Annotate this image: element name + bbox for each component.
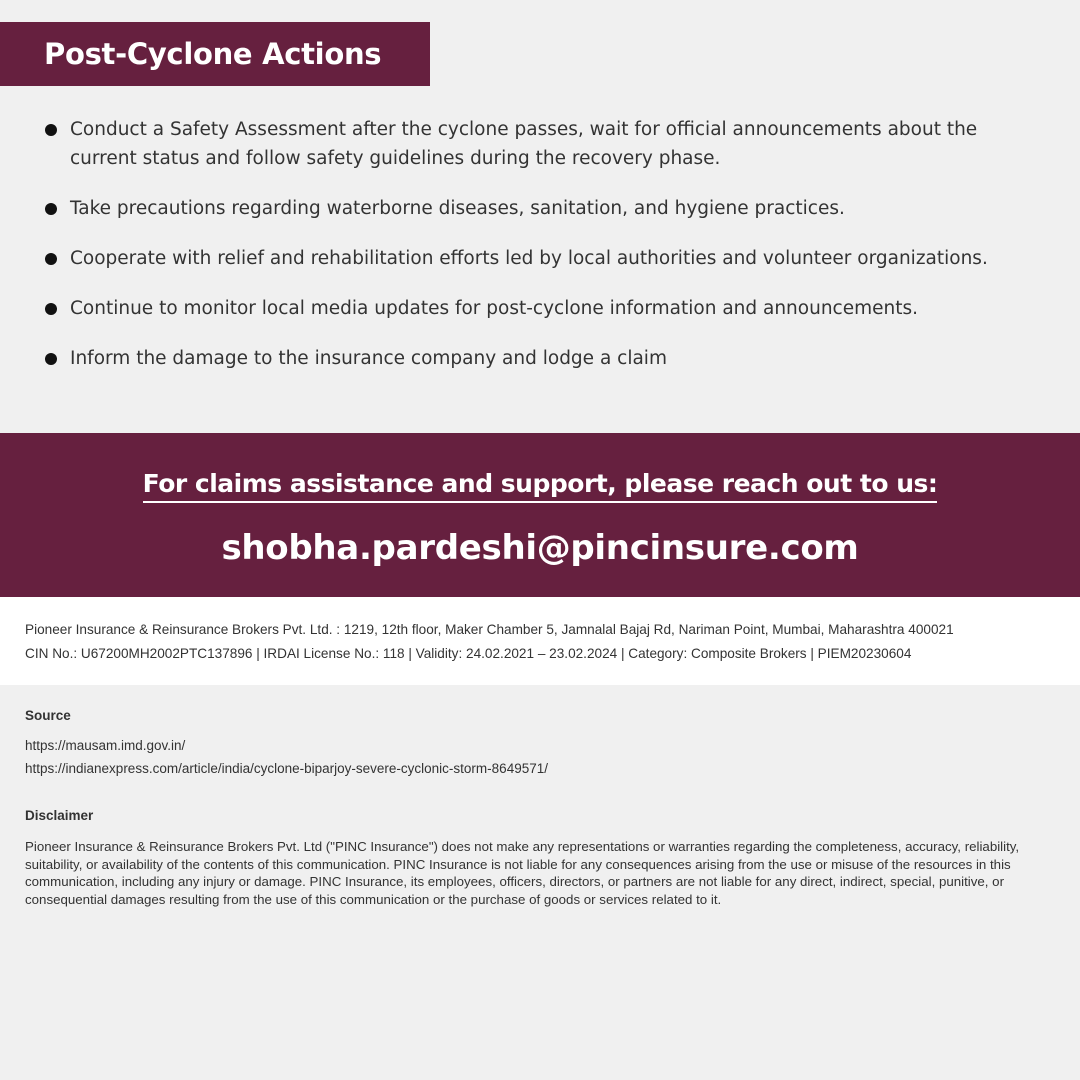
bullet-icon <box>45 303 57 315</box>
header-banner <box>0 22 430 86</box>
action-text: Cooperate with relief and rehabilitation efforts led by local authorities and volunteer organizations. <box>70 247 988 269</box>
disclaimer-label: Disclaimer <box>25 808 94 823</box>
action-text: Inform the damage to the insurance company and lodge a claim <box>70 347 667 369</box>
list-item <box>44 195 1034 224</box>
bullet-icon <box>45 353 57 365</box>
action-text: Take precautions regarding waterborne diseases, sanitation, and hygiene practices. <box>70 197 845 219</box>
page-title: Post-Cyclone Actions <box>44 37 382 71</box>
company-registration: CIN No.: U67200MH2002PTC137896 | IRDAI License No.: 118 | Validity: 24.02.2021 – 23.02.2024 | Category: Composite Brokers | PIEM20230604 <box>25 646 912 661</box>
source-label: Source <box>25 708 71 723</box>
list-item <box>44 295 1034 324</box>
source-link-imd[interactable]: https://mausam.imd.gov.in/ <box>25 738 186 753</box>
list-item <box>44 116 1034 173</box>
list-item <box>44 245 1034 274</box>
disclaimer-text: Pioneer Insurance & Reinsurance Brokers Pvt. Ltd ("PINC Insurance") does not make any representations or warranties regarding the completeness, accuracy, reliability, suitability, or availability of the contents of this communication. PINC Insurance is not liable for any consequences arising from the use or misuse of the resources in this communication, including any injury or damage. PINC Insurance, its employees, officers, directors, or partners are not liable for any direct, indirect, special, punitive, or consequential damages resulting from the use of this communication or the purchase of goods or services related to it. <box>25 839 1020 907</box>
contact-email-link[interactable]: shobha.pardeshi@pincinsure.com <box>221 528 859 568</box>
source-link-indianexpress[interactable]: https://indianexpress.com/article/india/cyclone-biparjoy-severe-cyclonic-storm-8649571/ <box>25 761 548 776</box>
bullet-icon <box>45 253 57 265</box>
contact-band <box>0 433 1080 597</box>
action-text: Conduct a Safety Assessment after the cyclone passes, wait for official announcements about the current status and follow safety guidelines during the recovery phase. <box>70 119 978 169</box>
contact-heading <box>0 468 1080 503</box>
post-cyclone-actions-list <box>44 116 1034 395</box>
contact-heading-text: For claims assistance and support, please reach out to us: <box>143 468 938 503</box>
company-info-strip <box>0 597 1080 685</box>
action-text: Continue to monitor local media updates for post-cyclone information and announcements. <box>70 297 919 319</box>
list-item <box>44 345 1034 374</box>
bullet-icon <box>45 124 57 136</box>
bullet-icon <box>45 203 57 215</box>
company-address: Pioneer Insurance & Reinsurance Brokers Pvt. Ltd. : 1219, 12th floor, Maker Chamber 5, Jamnalal Bajaj Rd, Nariman Point, Mumbai, Maharashtra 400021 <box>25 622 954 637</box>
